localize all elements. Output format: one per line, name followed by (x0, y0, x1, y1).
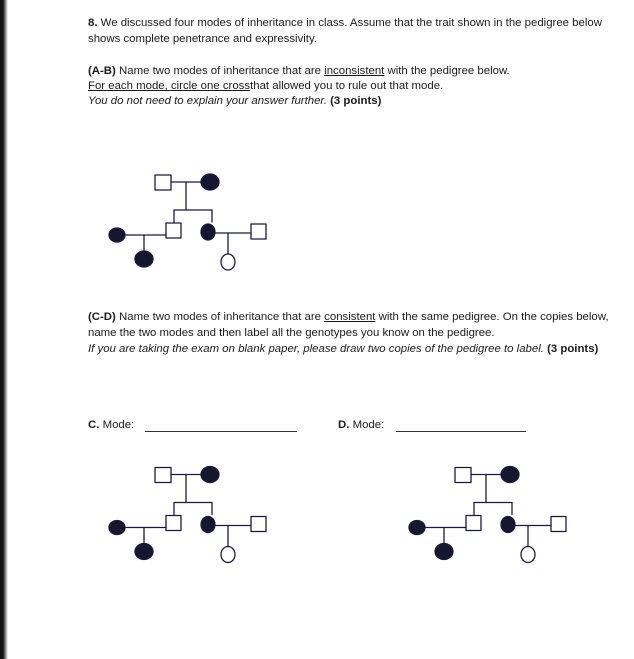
part-ab-line3 (88, 94, 381, 108)
pedigree-gen3-filled-circle-left (135, 251, 153, 267)
part-cd-line1 (88, 310, 609, 324)
pedigree-grandfather-square (155, 175, 171, 190)
part-cd-text-after: with the same pedigree. On the copies below, (378, 311, 609, 323)
mode-c-answer-blank[interactable] (145, 431, 297, 432)
part-ab-text-after: with the pedigree below. (387, 65, 510, 77)
part-ab-line2 (88, 79, 443, 93)
pedigree-gen2-filled-circle-right (201, 224, 215, 240)
mode-c-text: Mode: (102, 419, 135, 431)
part-ab-line2-rest: that allowed you to rule out that mode. (250, 80, 444, 92)
part-cd-line3 (88, 342, 598, 356)
page-edge-shadow (0, 0, 8, 659)
mode-c-label (88, 419, 134, 431)
part-ab-line1 (88, 64, 510, 78)
mode-d-label (338, 419, 384, 431)
pedigree-gen2-filled-circle-left (109, 228, 125, 242)
mode-c-letter: C. (88, 419, 100, 431)
mode-d-letter: D. (338, 419, 350, 431)
pedigree-diagram-main (100, 165, 280, 280)
part-ab-emphasis: inconsistent (324, 65, 385, 77)
pedigree-gen2-square-right (251, 224, 266, 239)
part-cd-label: (C-D) (88, 311, 116, 323)
part-ab-instruction: You do not need to explain your answer further. (88, 95, 327, 107)
pedigree-diagram-copy-d[interactable] (400, 455, 580, 575)
pedigree-grandmother-filled-circle (201, 174, 219, 190)
question-intro-line1 (88, 16, 602, 30)
part-ab-underlined: For each mode, circle one cross (88, 80, 251, 92)
question-intro-line2: shows complete penetrance and expressivity. (88, 33, 317, 45)
part-cd-line2: name the two modes and then label all the genotypes you know on the pedigree. (88, 327, 495, 339)
question-intro-text: We discussed four modes of inheritance in class. Assume that the trait shown in the pedigree below (100, 17, 602, 29)
pedigree-gen2-square (166, 223, 181, 238)
part-cd-emphasis: consistent (324, 311, 376, 323)
mode-d-text: Mode: (352, 419, 385, 431)
pedigree-gen3-open-circle (221, 254, 235, 270)
mode-d-answer-blank[interactable] (396, 431, 526, 432)
part-cd-instruction: If you are taking the exam on blank paper, please draw two copies of the pedigree to label. (88, 343, 544, 355)
part-cd-points: (3 points) (547, 343, 599, 355)
question-number: 8. (88, 17, 98, 29)
part-ab-points: (3 points) (330, 95, 382, 107)
part-ab-text-before: Name two modes of inheritance that are (119, 65, 321, 77)
pedigree-diagram-copy-c[interactable] (100, 455, 280, 575)
part-cd-text-before: Name two modes of inheritance that are (119, 311, 321, 323)
part-ab-label: (A-B) (88, 65, 116, 77)
